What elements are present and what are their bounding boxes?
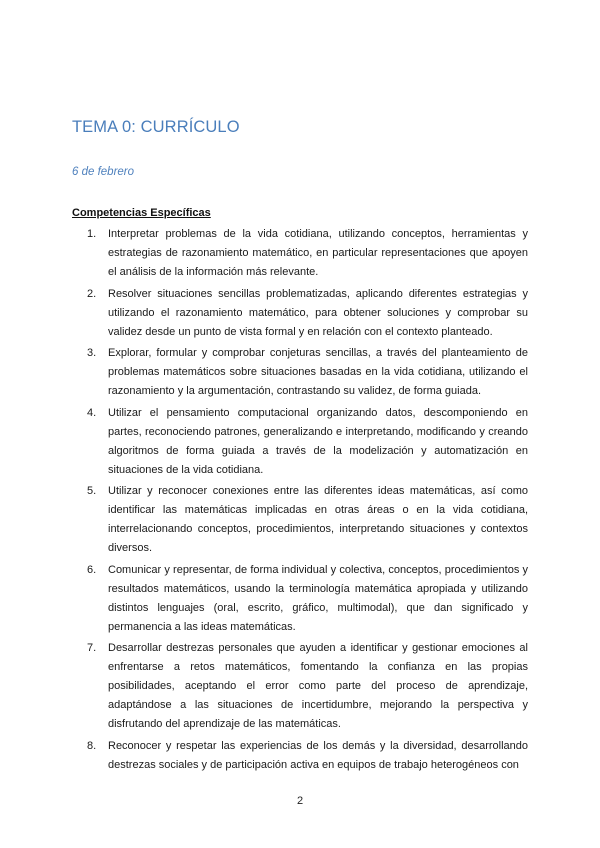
- list-item: [72, 344, 528, 401]
- list-item: [72, 561, 528, 637]
- item-text: Interpretar problemas de la vida cotidiana, utilizando conceptos, herramientas y estrategias de razonamiento matemático, en particular representaciones que apoyen el análisis de la información más relevante.: [108, 228, 528, 278]
- item-number: 5.: [87, 485, 97, 497]
- item-text: Utilizar el pensamiento computacional organizando datos, descomponiendo en partes, reconociendo patrones, generalizando e interpretando, modificando y creando algoritmos de forma guiada a través de la modelización y automatización en situaciones de la vida cotidiana.: [108, 406, 528, 476]
- date-subtitle: 6 de febrero: [72, 166, 135, 178]
- item-text: Explorar, formular y comprobar conjeturas sencillas, a través del planteamiento de problemas matemáticos sobre situaciones basadas en la vida cotidiana, utilizando el razonamiento y la argumentación, contrastando su validez, de forma guiada.: [108, 347, 528, 397]
- list-item: [72, 737, 528, 775]
- item-number: 3.: [87, 347, 97, 359]
- section-heading: Competencias Específicas: [72, 207, 211, 219]
- page-title: TEMA 0: CURRÍCULO: [72, 118, 240, 136]
- list-item: [72, 404, 528, 480]
- item-text: Reconocer y respetar las experiencias de los demás y la diversidad, desarrollando destrezas sociales y de participación activa en equipos de trabajo heterogéneos con: [108, 739, 528, 771]
- item-number: 1.: [87, 228, 97, 240]
- list-item: [72, 482, 528, 558]
- item-number: 8.: [87, 739, 97, 752]
- list-item: [72, 225, 528, 282]
- item-number: 4.: [87, 406, 97, 419]
- list-item: [72, 639, 528, 734]
- list-item: [72, 285, 528, 342]
- item-text: Resolver situaciones sencillas problematizadas, aplicando diferentes estrategias y utilizando el razonamiento matemático, para obtener soluciones y comprobar su validez desde un punto de vista formal y en relación con el contexto planteado.: [108, 287, 528, 338]
- item-text: Comunicar y representar, de forma individual y colectiva, conceptos, procedimientos y resultados matemáticos, usando la terminología matemática apropiada y utilizando distintos lenguajes (oral, escrito, gráfico, multimodal), que dan significado y permanencia a las ideas matemáticas.: [108, 563, 528, 633]
- item-number: 6.: [87, 563, 97, 576]
- item-number: 7.: [87, 642, 97, 654]
- item-text: Desarrollar destrezas personales que ayuden a identificar y gestionar emociones al enfrentarse a retos matemáticos, fomentando la confianza en las propias posibilidades, aceptando el error como parte del proceso de aprendizaje, adaptándose a las situaciones de incertidumbre, mejorando la perspectiva y disfrutando del aprendizaje de las matemáticas.: [108, 642, 528, 730]
- item-text: Utilizar y reconocer conexiones entre las diferentes ideas matemáticas, así como identificar las matemáticas implicadas en otras áreas o en la vida cotidiana, interrelacionando conceptos, procedimientos, interpretando situaciones y contextos diversos.: [108, 485, 528, 554]
- competencies-list: [72, 225, 528, 777]
- item-number: 2.: [87, 287, 97, 300]
- page-number: 2: [296, 795, 304, 807]
